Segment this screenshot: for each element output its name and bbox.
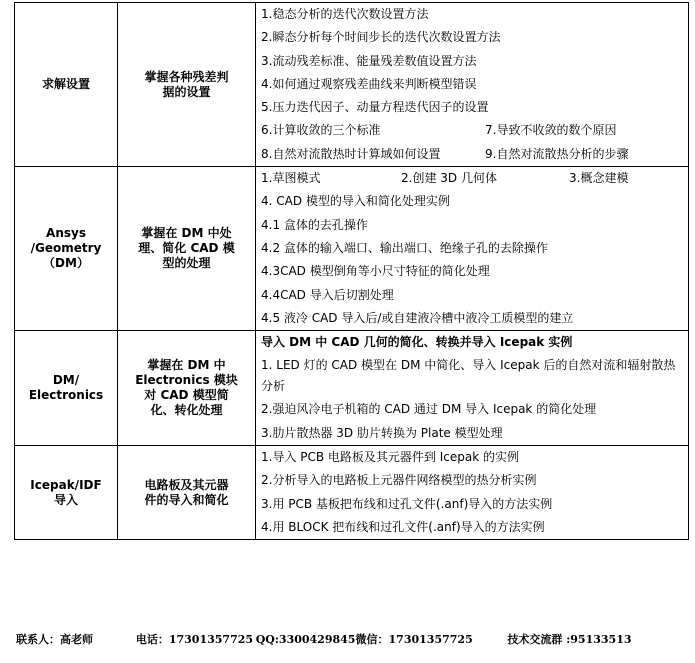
content-item: 1. LED 灯的 CAD 模型在 DM 中简化、导入 Icepak 后的自然对流和辐射散热分析 — [261, 358, 676, 394]
content-item: 4.3CAD 模型倒角等小尺寸特征的简化处理 — [261, 264, 490, 279]
course-table — [14, 2, 689, 540]
content-item: 4.5 液冷 CAD 导入后/或自建液冷槽中液冷工质模型的建立 — [261, 310, 574, 325]
content-cell — [256, 331, 689, 446]
content-item: 9.自然对流散热分析的步骤 — [485, 146, 629, 161]
section-ansys-geometry — [15, 167, 689, 331]
content-item: 5.压力迭代因子、动量方程迭代因子的设置 — [261, 100, 489, 115]
goal-line: 对 CAD 模型简 — [144, 388, 229, 403]
content-cell — [256, 446, 689, 540]
goal-line: 掌握在 DM 中 — [147, 358, 226, 373]
content-item: 2.强迫风冷电子机箱的 CAD 通过 DM 导入 Icepak 的简化处理 — [261, 402, 597, 417]
content-item: 4.1 盒体的去孔操作 — [261, 217, 368, 232]
topic-cell — [15, 167, 118, 331]
content-item: 3.用 PCB 基板把布线和过孔文件(.anf)导入的方法实例 — [261, 496, 553, 511]
goal-line: 型的处理 — [162, 256, 211, 271]
goal-line: 掌握各种残差判 — [144, 69, 229, 84]
content-item: 4.4CAD 导入后切割处理 — [261, 287, 394, 302]
content-item: 4.2 盒体的输入端口、输出端口、绝缘子孔的去除操作 — [261, 240, 548, 255]
content-cell — [256, 167, 689, 331]
content-item: 4. CAD 模型的导入和简化处理实例 — [261, 194, 450, 209]
content-item: 2.分析导入的电路板上元器件网络模型的热分析实例 — [261, 473, 537, 488]
topic-line: /Geometry — [30, 241, 102, 256]
content-item: 3.概念建模 — [569, 171, 629, 186]
topic-cell — [15, 3, 118, 167]
section-solver-settings — [15, 3, 689, 167]
goal-line: 电路板及其元器 — [144, 477, 229, 492]
section-icepak-idf — [15, 446, 689, 540]
content-cell — [256, 3, 689, 167]
content-item-pair — [256, 143, 688, 166]
goal-line: 据的设置 — [162, 84, 211, 99]
topic-line: Electronics — [28, 388, 104, 403]
topic-cell — [15, 446, 118, 540]
goal-line: 理、简化 CAD 模 — [138, 241, 235, 256]
content-item: 6.计算收敛的三个标准 — [261, 123, 381, 138]
contact-qq: QQ:3300429845 — [255, 633, 356, 646]
content-item: 3.肋片散热器 3D 肋片转换为 Plate 模型处理 — [261, 425, 503, 440]
content-item: 7.导致不收敛的数个原因 — [485, 123, 617, 138]
goal-cell — [118, 3, 256, 167]
contact-footer — [16, 631, 632, 647]
goal-cell — [118, 331, 256, 446]
contact-phone: 电话：17301357725 — [135, 633, 254, 646]
content-item: 2.创建 3D 几何体 — [401, 171, 497, 186]
topic-line: 求解设置 — [41, 77, 90, 92]
contact-group: 技术交流群 :95133513 — [507, 633, 632, 646]
content-item: 2.瞬态分析每个时间步长的迭代次数设置方法 — [261, 30, 501, 45]
topic-line: Icepak/IDF — [30, 477, 102, 492]
goal-line: Electronics 模块 — [135, 373, 238, 388]
topic-cell — [15, 331, 118, 446]
contact-person: 联系人：高老师 — [16, 633, 93, 646]
content-item: 1.导入 PCB 电路板及其元器件到 Icepak 的实例 — [261, 450, 519, 465]
content-heading: 导入 DM 中 CAD 几何的简化、转换并导入 Icepak 实例 — [261, 335, 573, 350]
section-dm-electronics — [15, 331, 689, 446]
goal-line: 化、转化处理 — [150, 403, 223, 418]
content-item: 8.自然对流散热时计算域如何设置 — [261, 146, 441, 161]
content-item: 3.流动残差标准、能量残差数值设置方法 — [261, 53, 477, 68]
topic-line: 导入 — [53, 492, 78, 507]
content-item: 1.草图模式 — [261, 171, 321, 186]
contact-wechat: 微信：17301357725 — [355, 633, 473, 646]
goal-cell — [118, 446, 256, 540]
topic-line: DM/ — [52, 373, 80, 388]
goal-line: 件的导入和简化 — [144, 492, 229, 507]
content-item: 4.如何通过观察残差曲线来判断模型错误 — [261, 76, 477, 91]
content-item-pair — [256, 119, 688, 142]
goal-line: 掌握在 DM 中处 — [141, 226, 232, 241]
content-item: 1.稳态分析的迭代次数设置方法 — [261, 7, 429, 21]
content-item-triple — [256, 167, 688, 190]
topic-line: （DM） — [43, 256, 89, 271]
topic-line: Ansys — [46, 226, 86, 241]
goal-cell — [118, 167, 256, 331]
content-item: 4.用 BLOCK 把布线和过孔文件(.anf)导入的方法实例 — [261, 519, 545, 534]
